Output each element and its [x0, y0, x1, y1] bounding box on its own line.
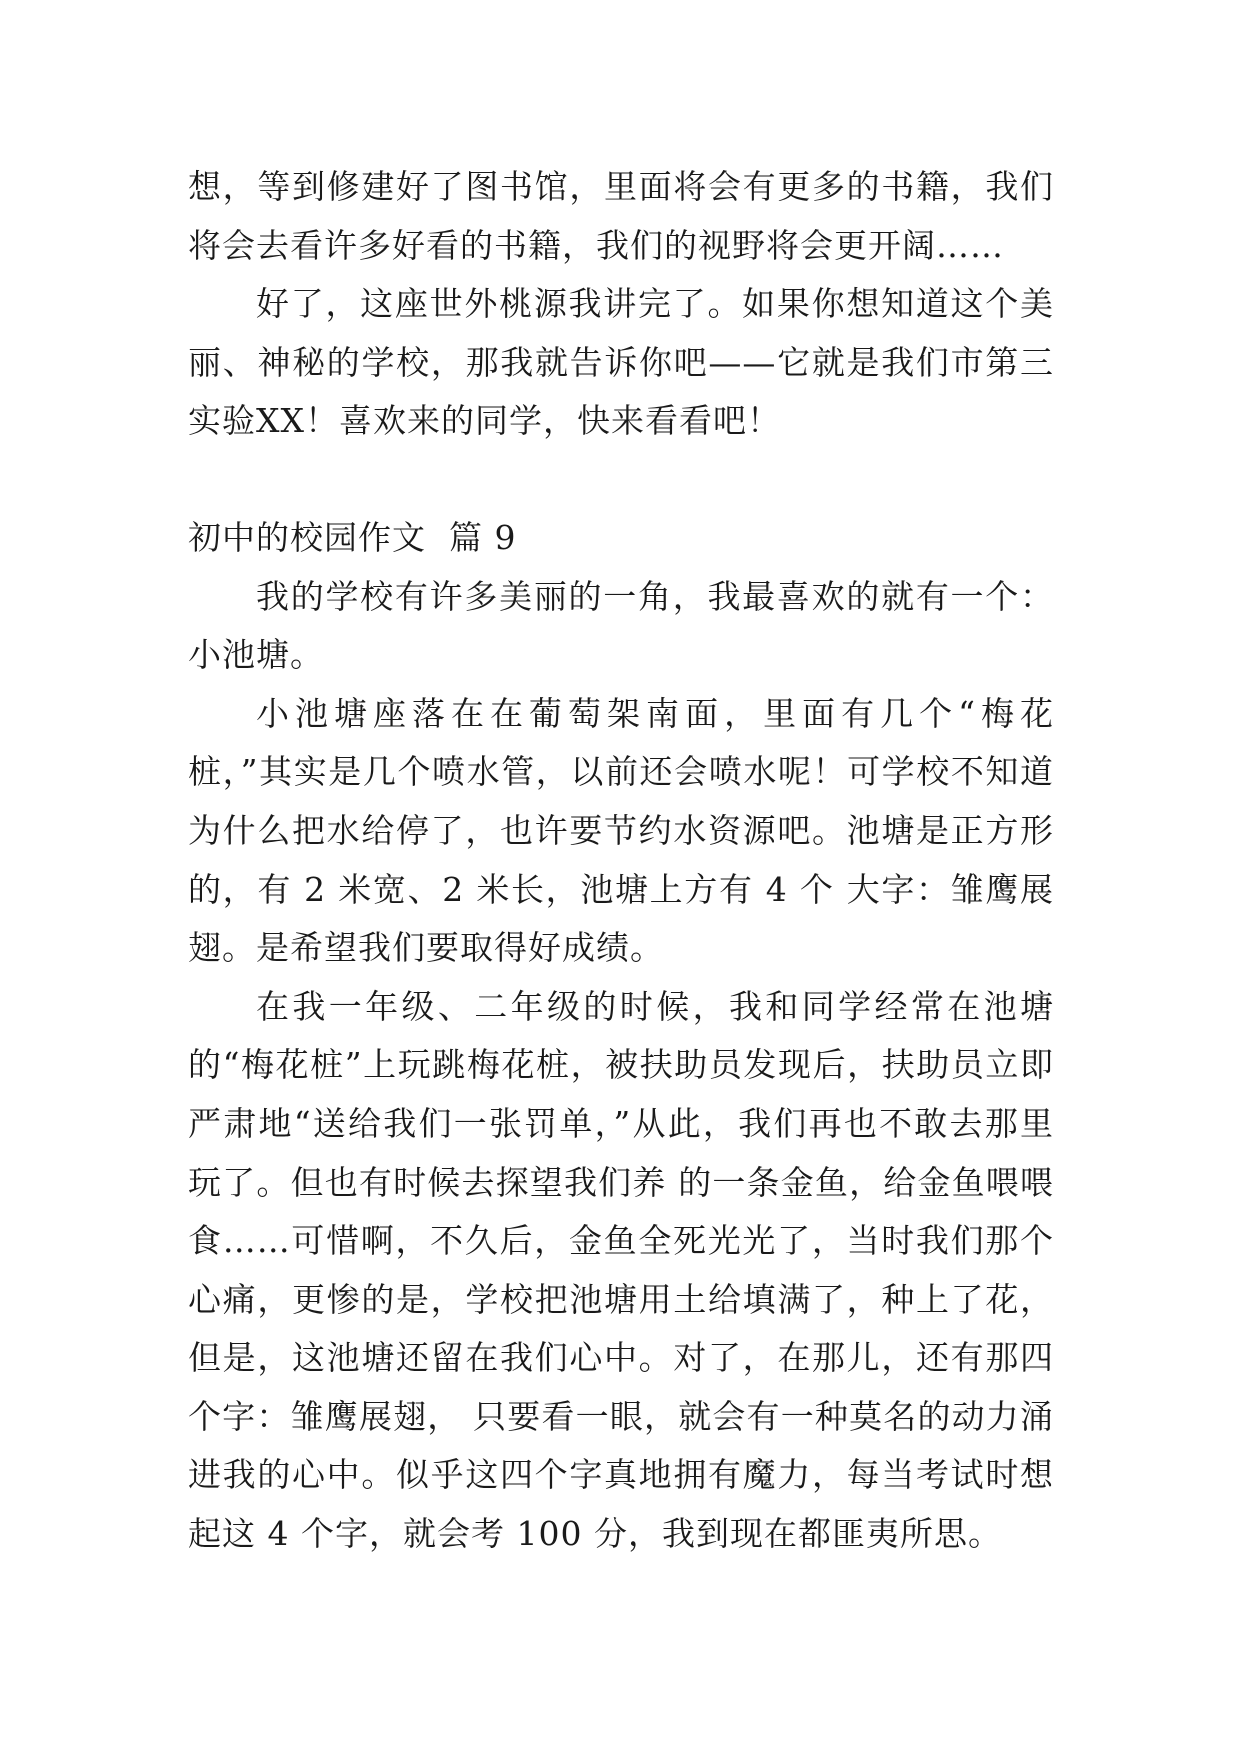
paragraph-continued: 想，等到修建好了图书馆，里面将会有更多的书籍，我们将会去看许多好看的书籍，我们的视野将会更开阔…… [188, 167, 1054, 265]
paragraph-2: 小池塘座落在在葡萄架南面，里面有几个“梅花桩，”其实是几个喷水管，以前还会喷水呢！可学校不知道为什么把水给停了，也许要节约水资源吧。池塘是正方形的，有 2 米宽、2 米长，池塘上方有 4 个 大字：雏鹰展翅。是希望我们要取得好成绩。 [188, 693, 1054, 968]
section-gap [188, 451, 1054, 509]
section-heading: 初中的校园作文 篇 9 [188, 517, 517, 557]
document-page [188, 158, 1054, 1564]
paragraph-closing: 好了，这座世外桃源我讲完了。如果你想知道这个美丽、神秘的学校，那我就告诉你吧——它就是我们市第三实验XX！喜欢来的同学，快来看看吧！ [188, 284, 1054, 441]
paragraph-3: 在我一年级、二年级的时候，我和同学经常在池塘的“梅花桩”上玩跳梅花桩，被扶助员发现后，扶助员立即严肃地“送给我们一张罚单，”从此，我们再也不敢去那里玩了。但也有时候去探望我们养 的一条金鱼，给金鱼喂喂食……可惜啊，不久后，金鱼全死光光了，当时我们那个心痛，更惨的是，学校把池塘用土给填满了，种上了花，但是，这池塘还留在我们心中。对了，在那儿，还有那四个字：雏鹰展翅， 只要看一眼，就会有一种莫名的动力涌进我的心中。似乎这四个字真地拥有魔力，每当考试时想起这 4 个字，就会考 100 分，我到现在都匪夷所思。 [188, 986, 1054, 1554]
paragraph-1: 我的学校有许多美丽的一角，我最喜欢的就有一个：小池塘。 [188, 576, 1054, 675]
